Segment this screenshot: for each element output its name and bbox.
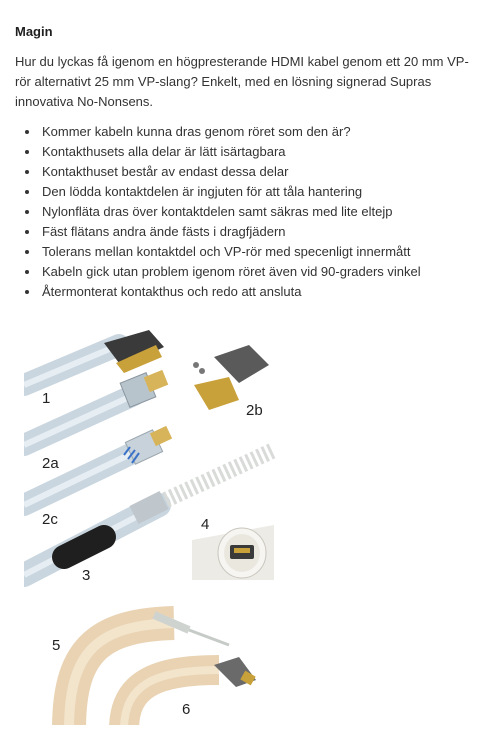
figure-label-step-5: 5 [52, 637, 61, 654]
list-item: • Kommer kabeln kunna dras genom röret som den är? [40, 122, 421, 142]
cable-assembly-figure [24, 325, 284, 725]
list-item: • Kontakthuset består av endast dessa delar [40, 162, 421, 182]
figure-label-step-2a: 2a [42, 455, 59, 472]
figure-label-step-3: 3 [82, 567, 91, 584]
step-2b-housing-parts [193, 345, 269, 410]
list-item: • Fäst flätans andra ände fästs i dragfjädern [40, 222, 421, 242]
figure-label-step-1: 1 [42, 390, 51, 407]
cable-assembly-illustration [24, 325, 284, 725]
step-4-tube-view [192, 525, 274, 580]
list-item: • Den lödda kontaktdelen är ingjuten för att tåla hantering [40, 182, 421, 202]
list-item: • Tolerans mellan kontaktdel och VP-rör med specenligt innermått [40, 242, 421, 262]
list-item: • Nylonfläta dras över kontaktdelen samt säkras med lite eltejp [40, 202, 421, 222]
feature-list [24, 122, 421, 302]
step-5-6-curved-tube [69, 615, 256, 725]
figure-label-step-6: 6 [182, 701, 191, 718]
figure-label-step-2b: 2b [246, 402, 263, 419]
list-item: • Kontakthusets alla delar är lätt isärtagbara [40, 142, 421, 162]
figure-label-step-2c: 2c [42, 511, 58, 528]
article-heading: Magin [15, 24, 53, 39]
figure-label-step-4: 4 [201, 516, 210, 533]
list-item: • Kabeln gick utan problem igenom röret även vid 90-graders vinkel [40, 262, 421, 282]
list-item: • Återmonterat kontakthus och redo att ansluta [40, 282, 421, 302]
article-intro: Hur du lyckas få igenom en högpresterande HDMI kabel genom ett 20 mm VP-rör alternativt 25 mm VP-slang? Enkelt, med en lösning signerad Supras innovativa No-Nonsens. [15, 54, 469, 109]
